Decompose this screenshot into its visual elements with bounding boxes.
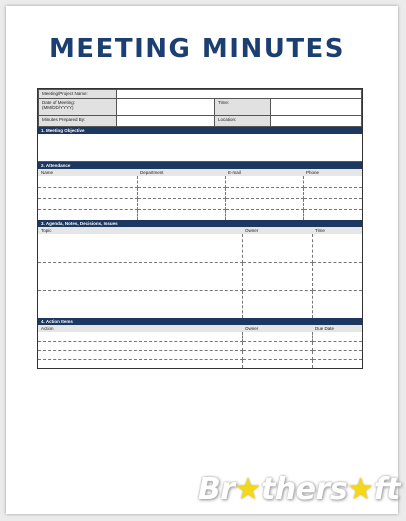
watermark-text-b: thers	[260, 472, 348, 507]
table-cell[interactable]	[312, 332, 362, 341]
minutes-form	[37, 88, 363, 369]
table-cell[interactable]	[225, 209, 303, 220]
table-cell[interactable]	[303, 187, 362, 198]
table-cell[interactable]	[303, 198, 362, 209]
table-cell[interactable]	[303, 209, 362, 220]
table-row	[38, 359, 362, 368]
table-row	[38, 234, 362, 262]
attendance-table	[38, 169, 362, 220]
table-cell[interactable]	[38, 234, 242, 262]
table-cell[interactable]	[38, 359, 242, 368]
agenda-col-time: Time	[312, 227, 362, 234]
table-cell[interactable]	[38, 198, 137, 209]
table-cell[interactable]	[312, 341, 362, 350]
attendance-col-department: Department	[137, 169, 225, 176]
prepared-by-field[interactable]	[117, 116, 215, 127]
table-cell[interactable]	[242, 234, 312, 262]
table-cell[interactable]	[38, 209, 137, 220]
table-cell[interactable]	[225, 176, 303, 187]
table-cell[interactable]	[242, 332, 312, 341]
page-title: MEETING MINUTES	[48, 34, 346, 64]
objective-header: 1. Meeting Objective	[38, 127, 362, 134]
agenda-table	[38, 227, 362, 318]
agenda-header: 3. Agenda, Notes, Decisions, Issues	[38, 220, 362, 227]
meeting-name-field[interactable]	[117, 90, 362, 99]
table-row	[38, 290, 362, 318]
agenda-col-owner: Owner	[242, 227, 312, 234]
table-cell[interactable]	[312, 234, 362, 262]
objective-field[interactable]	[38, 134, 362, 162]
table-row	[38, 209, 362, 220]
date-label	[39, 99, 117, 116]
table-cell[interactable]	[312, 262, 362, 290]
table-cell[interactable]	[38, 262, 242, 290]
table-cell[interactable]	[38, 290, 242, 318]
table-cell[interactable]	[38, 350, 242, 359]
table-row	[38, 176, 362, 187]
watermark-text-a: Br	[197, 472, 235, 507]
attendance-col-email: E-mail	[225, 169, 303, 176]
attendance-header: 2. Attendance	[38, 162, 362, 169]
table-cell[interactable]	[225, 198, 303, 209]
table-row	[38, 350, 362, 359]
table-cell[interactable]	[137, 176, 225, 187]
table-cell[interactable]	[242, 262, 312, 290]
table-cell[interactable]	[38, 341, 242, 350]
table-row	[38, 187, 362, 198]
table-cell[interactable]	[137, 198, 225, 209]
table-cell[interactable]	[312, 350, 362, 359]
star-icon: ★	[347, 472, 374, 507]
action-col-action: Action	[38, 325, 242, 332]
brothersoft-watermark	[198, 472, 400, 507]
table-cell[interactable]	[242, 341, 312, 350]
table-cell[interactable]	[242, 359, 312, 368]
table-cell[interactable]	[38, 332, 242, 341]
action-col-due-date: Due Date	[312, 325, 362, 332]
action-header: 4. Action Items	[38, 318, 362, 325]
prepared-by-label: Minutes Prepared By:	[39, 116, 117, 127]
agenda-col-topic: Topic	[38, 227, 242, 234]
location-label: Location:	[215, 116, 271, 127]
meeting-info-table	[38, 89, 362, 127]
action-table	[38, 325, 362, 368]
location-field[interactable]	[271, 116, 362, 127]
table-row	[38, 341, 362, 350]
table-cell[interactable]	[312, 359, 362, 368]
date-field[interactable]	[117, 99, 215, 116]
table-cell[interactable]	[137, 187, 225, 198]
table-cell[interactable]	[225, 187, 303, 198]
time-label: Time:	[215, 99, 271, 116]
table-cell[interactable]	[38, 176, 137, 187]
table-cell[interactable]	[303, 176, 362, 187]
action-col-owner: Owner	[242, 325, 312, 332]
watermark-text-c: ft	[373, 472, 400, 507]
date-format-text: (MM/DD/YYYY)	[42, 105, 74, 110]
date-label-text: Date of Meeting:	[42, 100, 76, 105]
time-field[interactable]	[271, 99, 362, 116]
table-cell[interactable]	[38, 187, 137, 198]
table-cell[interactable]	[242, 350, 312, 359]
star-icon: ★	[234, 472, 261, 507]
attendance-col-name: Name	[38, 169, 137, 176]
attendance-col-phone: Phone	[303, 169, 362, 176]
meeting-name-label: Meeting/Project Name:	[39, 90, 117, 99]
table-cell[interactable]	[312, 290, 362, 318]
table-row	[38, 332, 362, 341]
table-cell[interactable]	[137, 209, 225, 220]
table-row	[38, 262, 362, 290]
table-row	[38, 198, 362, 209]
table-cell[interactable]	[242, 290, 312, 318]
